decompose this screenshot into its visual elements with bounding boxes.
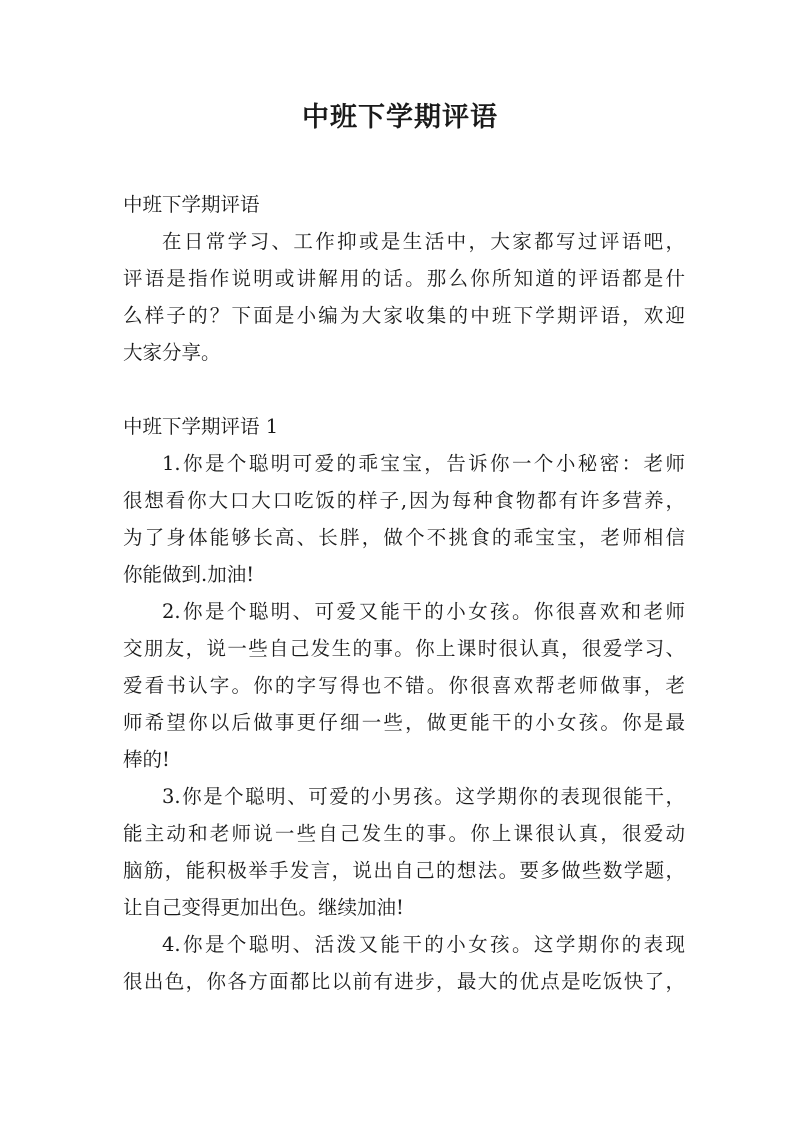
subtitle: 中班下学期评语 <box>123 193 260 216</box>
paragraph-line: 3.你是个聪明、可爱的小男孩。这学期你的表现很能干， <box>162 785 685 808</box>
blank-line <box>123 371 685 408</box>
intro-paragraph <box>123 223 685 371</box>
comment-item-4 <box>123 926 685 1000</box>
section-heading: 中班下学期评语 1 <box>123 415 279 438</box>
paragraph-line: 你能做到.加油! <box>123 563 255 586</box>
paragraph-line: 2.你是个聪明、可爱又能干的小女孩。你很喜欢和老师 <box>162 600 685 623</box>
paragraph-line: 评语是指作说明或讲解用的话。那么你所知道的评语都是什 <box>123 267 685 290</box>
comment-item-3 <box>123 778 685 926</box>
paragraph-line: 很出色，你各方面都比以前有进步，最大的优点是吃饭快了， <box>123 970 685 993</box>
paragraph-line: 交朋友，说一些自己发生的事。你上课时很认真，很爱学习、 <box>123 637 685 660</box>
paragraph-line: 在日常学习、工作抑或是生活中，大家都写过评语吧， <box>162 230 685 253</box>
paragraph-line: 脑筋，能积极举手发言，说出自己的想法。要多做些数学题， <box>123 859 685 882</box>
paragraph-line: 大家分享。 <box>123 341 221 364</box>
paragraph-line: 4.你是个聪明、活泼又能干的小女孩。这学期你的表现 <box>162 933 685 956</box>
paragraph-line: 棒的! <box>123 748 170 771</box>
paragraph-line: 么样子的？下面是小编为大家收集的中班下学期评语，欢迎 <box>123 304 685 327</box>
paragraph-line: 1.你是个聪明可爱的乖宝宝，告诉你一个小秘密：老师 <box>162 452 685 475</box>
paragraph-line: 为了身体能够长高、长胖，做个不挑食的乖宝宝，老师相信 <box>123 526 685 549</box>
paragraph-line: 让自己变得更加出色。继续加油! <box>123 896 404 919</box>
paragraph-line: 能主动和老师说一些自己发生的事。你上课很认真，很爱动 <box>123 822 685 845</box>
document-body <box>123 186 685 1000</box>
paragraph-line: 爱看书认字。你的字写得也不错。你很喜欢帮老师做事，老 <box>123 674 685 697</box>
comment-item-1 <box>123 445 685 593</box>
document-title: 中班下学期评语 <box>302 102 498 133</box>
paragraph-line: 很想看你大口大口吃饭的样子,因为每种食物都有许多营养， <box>123 489 685 512</box>
comment-item-2 <box>123 593 685 778</box>
paragraph-line: 师希望你以后做事更仔细一些，做更能干的小女孩。你是最 <box>123 711 685 734</box>
